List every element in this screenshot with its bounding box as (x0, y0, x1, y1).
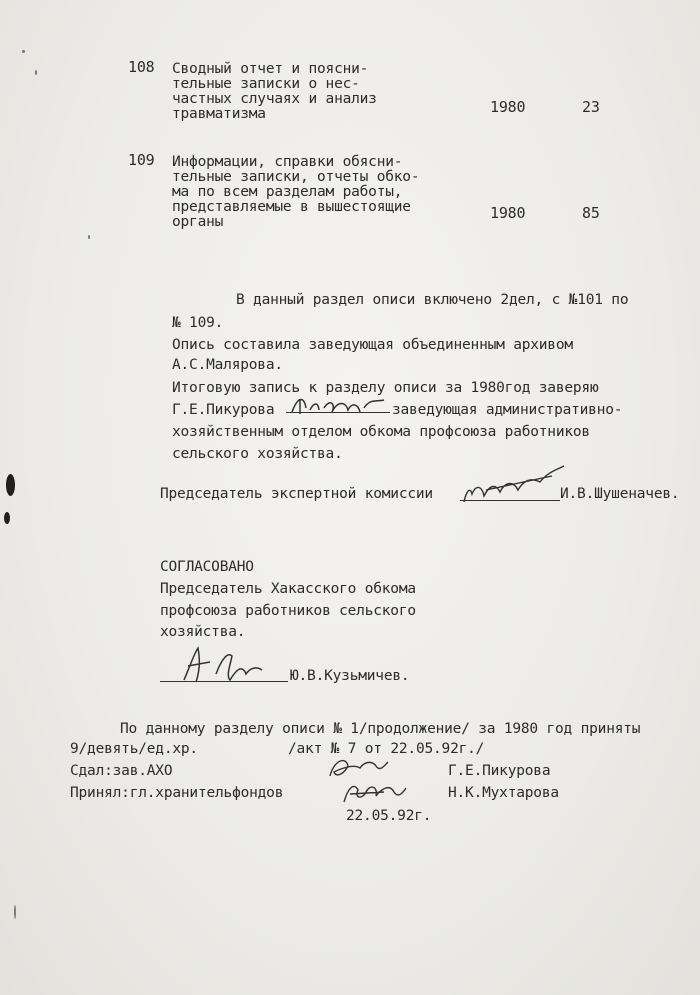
approval-line: профсоюза работников сельского (160, 603, 416, 619)
approval-signature (176, 644, 276, 686)
entry-title-line: тельные записки, отчеты обко- (172, 169, 420, 185)
binder-hole-mid (4, 512, 10, 524)
summary-line: № 109. (172, 315, 224, 331)
pikurova-signature (286, 392, 390, 418)
entry-title-line: представляемые в вышестоящие (172, 199, 411, 215)
summary-line: заведующая административно- (392, 402, 623, 418)
certifier-name: Г.Е.Пикурова (172, 402, 275, 418)
received-signature (336, 776, 410, 808)
entry-number: 108 (128, 58, 155, 76)
entry-pages: 23 (582, 98, 600, 116)
acceptance-line: По данному разделу описи № 1/продолжение/ за 1980 год приняты (120, 721, 641, 737)
summary-line: В данный раздел описи включено 2дел, с №101 по (236, 292, 629, 308)
entry-title-line: Сводный отчет и поясни- (172, 61, 369, 77)
approval-heading: СОГЛАСОВАНО (160, 559, 254, 575)
entry-title-line: тельные записки о нес- (172, 76, 360, 92)
approval-line: хозяйства. (160, 624, 246, 640)
scan-speck (22, 50, 25, 53)
approval-name: Ю.В.Кузьмичев. (290, 668, 410, 684)
summary-line: Итоговую запись к разделу описи за 1980год заверяю (172, 380, 599, 396)
summary-line: сельского хозяйства. (172, 446, 343, 462)
summary-line: хозяйственным отделом обкома профсоюза работников (172, 424, 590, 440)
scan-speck (14, 905, 16, 919)
acceptance-line: 9/девять/ед.хр. (70, 741, 198, 757)
entry-title-line: Информации, справки обясни- (172, 154, 403, 170)
entry-number: 109 (128, 151, 155, 169)
scan-speck (88, 235, 90, 239)
entry-year: 1980 (490, 204, 526, 222)
commission-chair-name: И.В.Шушеначев. (560, 486, 680, 502)
handed-name: Г.Е.Пикурова (448, 763, 551, 779)
entry-pages: 85 (582, 204, 600, 222)
received-label: Принял:гл.хранительфондов (70, 785, 284, 801)
commission-signature (456, 462, 568, 508)
commission-chair-label: Председатель экспертной комиссии (160, 486, 433, 502)
approval-line: Председатель Хакасского обкома (160, 581, 416, 597)
acceptance-line: /акт № 7 от 22.05.92г./ (288, 741, 485, 757)
summary-line: А.С.Малярова. (172, 357, 283, 373)
scan-speck (35, 70, 37, 75)
entry-title-line: ма по всем разделам работы, (172, 184, 403, 200)
entry-title-line: органы (172, 214, 224, 230)
summary-line: Опись составила заведующая объединенным архивом (172, 337, 573, 353)
received-name: Н.К.Мухтарова (448, 785, 559, 801)
binder-hole-top (6, 474, 15, 496)
entry-title-line: травматизма (172, 106, 266, 122)
entry-year: 1980 (490, 98, 526, 116)
acceptance-date: 22.05.92г. (346, 808, 432, 824)
entry-title-line: частных случаях и анализ (172, 91, 377, 107)
handed-label: Сдал:зав.АХО (70, 763, 173, 779)
